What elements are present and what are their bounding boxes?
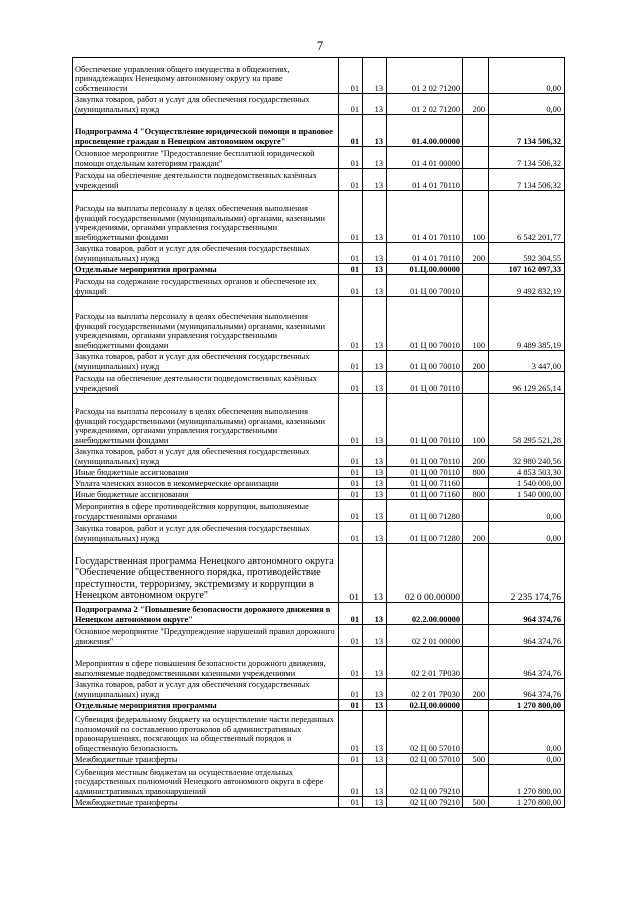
table-row — [73, 264, 565, 275]
target-article-code: 02 2 01 00000 — [387, 625, 463, 647]
subsection-code: 13 — [363, 147, 387, 169]
section-code: 01 — [339, 797, 363, 808]
item-name: Иные бюджетные ассигнования — [73, 489, 339, 500]
amount: 96 129 265,14 — [489, 372, 565, 394]
subsection-code: 13 — [363, 297, 387, 351]
item-name: Обеспечение управления общего имущества в общежитиях, принадлежащих Ненецкому автономному округу на праве собственности — [73, 58, 339, 94]
expense-type-code — [463, 544, 489, 603]
amount: 3 447,00 — [489, 351, 565, 372]
expense-type-code: 500 — [463, 754, 489, 765]
target-article-code: 01 4 01 00000 — [387, 147, 463, 169]
item-name: Государственная программа Ненецкого автономного округа "Обеспечение общественного порядка, противодействие преступности, терроризму, экстремизму и коррупции в Ненецком автономном округе" — [73, 544, 339, 603]
target-article-code: 02 Ц 00 57010 — [387, 754, 463, 765]
section-code: 01 — [339, 603, 363, 625]
subsection-code: 13 — [363, 372, 387, 394]
expense-type-code: 800 — [463, 467, 489, 478]
item-name: Подпрограмма 4 "Осуществление юридической помощи и правовое просвещение граждан в Ненецком автономном округе" — [73, 115, 339, 147]
section-code: 01 — [339, 58, 363, 94]
expense-type-code: 200 — [463, 522, 489, 544]
section-code: 01 — [339, 147, 363, 169]
section-code: 01 — [339, 522, 363, 544]
table-row — [73, 394, 565, 446]
subsection-code: 13 — [363, 94, 387, 115]
item-name: Субвенция местным бюджетам на осуществление отдельных государственных полномочий Ненецкого автономного округа в сфере административных правонарушений — [73, 765, 339, 797]
item-name: Отдельные мероприятия программы — [73, 264, 339, 275]
expense-type-code: 100 — [463, 191, 489, 243]
amount: 2 235 174,76 — [489, 544, 565, 603]
table-row — [73, 522, 565, 544]
table-row — [73, 115, 565, 147]
amount: 7 134 506,32 — [489, 147, 565, 169]
subsection-code: 13 — [363, 647, 387, 679]
subsection-code: 13 — [363, 500, 387, 522]
section-code: 01 — [339, 500, 363, 522]
section-code: 01 — [339, 467, 363, 478]
table-row — [73, 797, 565, 808]
item-name: Закупка товаров, работ и услуг для обеспечения государственных (муниципальных) нужд — [73, 679, 339, 700]
section-code: 01 — [339, 446, 363, 467]
section-code: 01 — [339, 754, 363, 765]
target-article-code: 01 Ц 00 71280 — [387, 500, 463, 522]
amount: 9 489 385,19 — [489, 297, 565, 351]
table-row — [73, 297, 565, 351]
section-code: 01 — [339, 765, 363, 797]
table-row — [73, 191, 565, 243]
table-row — [73, 500, 565, 522]
table-row — [73, 94, 565, 115]
target-article-code: 02.Ц.00.00000 — [387, 700, 463, 711]
table-row — [73, 147, 565, 169]
amount: 58 295 521,28 — [489, 394, 565, 446]
subsection-code: 13 — [363, 467, 387, 478]
section-code: 01 — [339, 394, 363, 446]
target-article-code: 01 Ц 00 70010 — [387, 275, 463, 297]
item-name: Мероприятия в сфере противодействия коррупции, выполняемые государственными органами — [73, 500, 339, 522]
table-row — [73, 446, 565, 467]
subsection-code: 13 — [363, 478, 387, 489]
table-row — [73, 679, 565, 700]
section-code: 01 — [339, 489, 363, 500]
amount: 964 374,76 — [489, 679, 565, 700]
target-article-code: 01 Ц 00 70010 — [387, 351, 463, 372]
table-row — [73, 351, 565, 372]
amount: 964 374,76 — [489, 647, 565, 679]
table-row — [73, 467, 565, 478]
expense-type-code — [463, 372, 489, 394]
section-code: 01 — [339, 191, 363, 243]
target-article-code: 02 Ц 00 57010 — [387, 711, 463, 754]
amount: 964 374,76 — [489, 625, 565, 647]
subsection-code: 13 — [363, 603, 387, 625]
expense-type-code: 100 — [463, 297, 489, 351]
table-row — [73, 711, 565, 754]
table-row — [73, 647, 565, 679]
table-row — [73, 765, 565, 797]
target-article-code: 01 Ц 00 71160 — [387, 478, 463, 489]
target-article-code: 02 0 00.00000 — [387, 544, 463, 603]
target-article-code: 02 2 01 7Р030 — [387, 679, 463, 700]
amount: 9 492 832,19 — [489, 275, 565, 297]
item-name: Расходы на содержание государственных органов и обеспечение их функций — [73, 275, 339, 297]
target-article-code: 01 Ц 00 70110 — [387, 372, 463, 394]
target-article-code: 01.Ц.00.00000 — [387, 264, 463, 275]
expense-type-code — [463, 478, 489, 489]
table-row — [73, 603, 565, 625]
section-code: 01 — [339, 625, 363, 647]
amount: 0,00 — [489, 711, 565, 754]
subsection-code: 13 — [363, 700, 387, 711]
subsection-code: 13 — [363, 754, 387, 765]
table-row — [73, 625, 565, 647]
expense-type-code — [463, 765, 489, 797]
subsection-code: 13 — [363, 522, 387, 544]
budget-table — [72, 57, 565, 808]
item-name: Закупка товаров, работ и услуг для обеспечения государственных (муниципальных) нужд — [73, 243, 339, 264]
expense-type-code — [463, 603, 489, 625]
expense-type-code: 200 — [463, 446, 489, 467]
target-article-code: 01 Ц 00 70110 — [387, 446, 463, 467]
table-row — [73, 58, 565, 94]
item-name: Межбюджетные трансферты — [73, 797, 339, 808]
table-row — [73, 544, 565, 603]
target-article-code: 01.4.00.00000 — [387, 115, 463, 147]
section-code: 01 — [339, 94, 363, 115]
amount: 0,00 — [489, 522, 565, 544]
subsection-code: 13 — [363, 394, 387, 446]
item-name: Расходы на выплаты персоналу в целях обеспечения выполнения функций государственными (муниципальными) органами, казенными учреждениями, органами управления государственными внебюджетными фондами — [73, 394, 339, 446]
section-code: 01 — [339, 169, 363, 191]
target-article-code: 02 Ц 00 79210 — [387, 797, 463, 808]
expense-type-code: 200 — [463, 351, 489, 372]
item-name: Закупка товаров, работ и услуг для обеспечения государственных (муниципальных) нужд — [73, 522, 339, 544]
expense-type-code — [463, 700, 489, 711]
expense-type-code: 500 — [463, 797, 489, 808]
section-code: 01 — [339, 264, 363, 275]
expense-type-code — [463, 115, 489, 147]
expense-type-code — [463, 625, 489, 647]
expense-type-code — [463, 647, 489, 679]
item-name: Закупка товаров, работ и услуг для обеспечения государственных (муниципальных) нужд — [73, 94, 339, 115]
subsection-code: 13 — [363, 191, 387, 243]
section-code: 01 — [339, 115, 363, 147]
section-code: 01 — [339, 275, 363, 297]
expense-type-code — [463, 169, 489, 191]
subsection-code: 13 — [363, 765, 387, 797]
target-article-code: 01 4 01 70110 — [387, 191, 463, 243]
expense-type-code — [463, 264, 489, 275]
target-article-code: 01 2 02 71200 — [387, 94, 463, 115]
item-name: Расходы на выплаты персоналу в целях обеспечения выполнения функций государственными (муниципальными) органами, казенными учреждениями, органами управления государственными внебюджетными фондами — [73, 191, 339, 243]
expense-type-code: 200 — [463, 94, 489, 115]
target-article-code: 02 Ц 00 79210 — [387, 765, 463, 797]
target-article-code: 02.2.00.00000 — [387, 603, 463, 625]
section-code: 01 — [339, 544, 363, 603]
target-article-code: 01 Ц 00 70010 — [387, 297, 463, 351]
subsection-code: 13 — [363, 169, 387, 191]
expense-type-code — [463, 275, 489, 297]
item-name: Отдельные мероприятия программы — [73, 700, 339, 711]
amount: 0,00 — [489, 500, 565, 522]
subsection-code: 13 — [363, 544, 387, 603]
subsection-code: 13 — [363, 797, 387, 808]
expense-type-code — [463, 711, 489, 754]
item-name: Мероприятия в сфере повышения безопасности дорожного движения, выполняемые подведомственными казенными учреждениями — [73, 647, 339, 679]
subsection-code: 13 — [363, 275, 387, 297]
amount: 0,00 — [489, 754, 565, 765]
section-code: 01 — [339, 243, 363, 264]
amount: 0,00 — [489, 58, 565, 94]
section-code: 01 — [339, 372, 363, 394]
section-code: 01 — [339, 647, 363, 679]
expense-type-code: 200 — [463, 679, 489, 700]
target-article-code: 01 4 01 70110 — [387, 243, 463, 264]
item-name: Расходы на обеспечение деятельности подведомственных казённых учреждений — [73, 169, 339, 191]
section-code: 01 — [339, 351, 363, 372]
item-name: Подпрограмма 2 "Повышение безопасности дорожного движения в Ненецком автономном округе" — [73, 603, 339, 625]
amount: 4 853 503,30 — [489, 467, 565, 478]
subsection-code: 13 — [363, 711, 387, 754]
target-article-code: 01 Ц 00 70110 — [387, 467, 463, 478]
subsection-code: 13 — [363, 625, 387, 647]
item-name: Основное мероприятие "Предоставление бесплатной юридической помощи отдельным категориям граждан" — [73, 147, 339, 169]
table-row — [73, 700, 565, 711]
item-name: Основное мероприятие "Предупреждение нарушений правил дорожного движения" — [73, 625, 339, 647]
item-name: Закупка товаров, работ и услуг для обеспечения государственных (муниципальных) нужд — [73, 446, 339, 467]
target-article-code: 02 2 01 7Р030 — [387, 647, 463, 679]
item-name: Субвенция федеральному бюджету на осуществление части переданных полномочий по составлению протоколов об административных правонарушениях, посягающих на общественный порядок и общественную безопасность — [73, 711, 339, 754]
table-row — [73, 372, 565, 394]
amount: 1 270 800,00 — [489, 765, 565, 797]
target-article-code: 01 2 02 71200 — [387, 58, 463, 94]
amount: 7 134 506,32 — [489, 115, 565, 147]
amount: 592 304,55 — [489, 243, 565, 264]
amount: 1 270 800,00 — [489, 700, 565, 711]
item-name: Расходы на обеспечение деятельности подведомственных казённых учреждений — [73, 372, 339, 394]
item-name: Расходы на выплаты персоналу в целях обеспечения выполнения функций государственными (муниципальными) органами, казенными учреждениями, органами управления государственными внебюджетными фондами — [73, 297, 339, 351]
page-number: 7 — [316, 38, 324, 53]
subsection-code: 13 — [363, 679, 387, 700]
amount: 107 162 097,33 — [489, 264, 565, 275]
table-row — [73, 275, 565, 297]
amount: 32 980 240,56 — [489, 446, 565, 467]
table-row — [73, 478, 565, 489]
table-row — [73, 243, 565, 264]
item-name: Иные бюджетные ассигнования — [73, 467, 339, 478]
target-article-code: 01 Ц 00 70110 — [387, 394, 463, 446]
item-name: Межбюджетные трансферты — [73, 754, 339, 765]
expense-type-code — [463, 58, 489, 94]
table-row — [73, 754, 565, 765]
subsection-code: 13 — [363, 115, 387, 147]
expense-type-code: 800 — [463, 489, 489, 500]
expense-type-code: 200 — [463, 243, 489, 264]
subsection-code: 13 — [363, 243, 387, 264]
amount: 964 374,76 — [489, 603, 565, 625]
section-code: 01 — [339, 711, 363, 754]
section-code: 01 — [339, 679, 363, 700]
expense-type-code — [463, 147, 489, 169]
item-name: Закупка товаров, работ и услуг для обеспечения государственных (муниципальных) нужд — [73, 351, 339, 372]
amount: 6 542 201,77 — [489, 191, 565, 243]
subsection-code: 13 — [363, 446, 387, 467]
target-article-code: 01 4 01 70110 — [387, 169, 463, 191]
expense-type-code: 100 — [463, 394, 489, 446]
item-name: Уплата членских взносов в некоммерческие организации — [73, 478, 339, 489]
amount: 0,00 — [489, 94, 565, 115]
target-article-code: 01 Ц 00 71280 — [387, 522, 463, 544]
table-row — [73, 169, 565, 191]
target-article-code: 01 Ц 00 71160 — [387, 489, 463, 500]
amount: 1 540 000,00 — [489, 489, 565, 500]
subsection-code: 13 — [363, 489, 387, 500]
subsection-code: 13 — [363, 264, 387, 275]
amount: 1 270 800,00 — [489, 797, 565, 808]
subsection-code: 13 — [363, 58, 387, 94]
table-row — [73, 489, 565, 500]
subsection-code: 13 — [363, 351, 387, 372]
amount: 7 134 506,32 — [489, 169, 565, 191]
section-code: 01 — [339, 297, 363, 351]
section-code: 01 — [339, 700, 363, 711]
expense-type-code — [463, 500, 489, 522]
amount: 1 540 000,00 — [489, 478, 565, 489]
section-code: 01 — [339, 478, 363, 489]
